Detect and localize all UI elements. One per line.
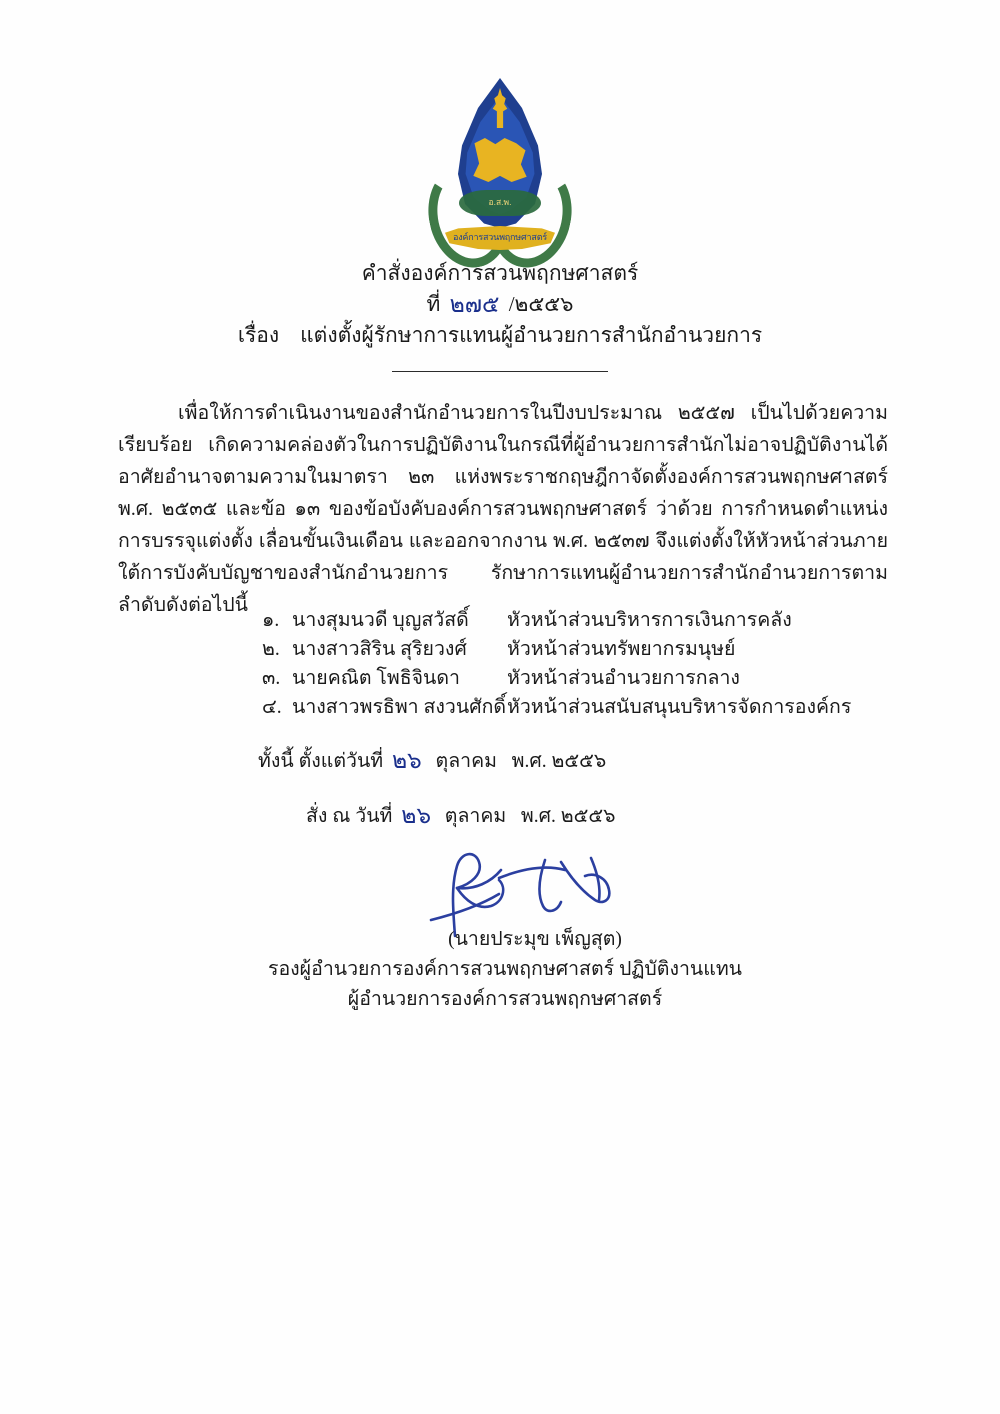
issued-date-line xyxy=(306,797,616,833)
list-item-number: ๓. xyxy=(262,668,281,689)
issued-date-month: ตุลาคม xyxy=(444,806,507,827)
subject-line xyxy=(0,320,1000,351)
document-title: คำสั่งองค์การสวนพฤกษศาสตร์ xyxy=(361,261,639,285)
signer-title-line-1: รองผู้อำนวยการองค์การสวนพฤกษศาสตร์ ปฏิบัติงานแทน xyxy=(267,959,743,980)
order-number-suffix: /๒๕๕๖ xyxy=(508,292,574,316)
list-item-number: ๑. xyxy=(262,610,280,631)
signer-name: (นายประมุข เพ็ญสุต) xyxy=(448,929,622,950)
organization-emblem-icon xyxy=(415,78,585,258)
issued-date-day: ๒๖ xyxy=(401,803,432,829)
list-item-role: หัวหน้าส่วนทรัพยากรมนุษย์ xyxy=(507,639,736,660)
list-item xyxy=(262,635,922,664)
list-item-name: นางสาวพรธิพา สงวนศักดิ์ xyxy=(292,697,507,718)
effective-date-year: พ.ศ. ๒๕๕๖ xyxy=(511,751,607,772)
effective-date-line xyxy=(258,742,606,778)
emblem-container xyxy=(0,78,1000,258)
list-item-number: ๔. xyxy=(262,697,282,718)
issued-date-year: พ.ศ. ๒๕๕๖ xyxy=(520,806,616,827)
effective-date-month: ตุลาคม xyxy=(435,751,497,772)
order-number-prefix: ที่ xyxy=(426,292,441,316)
subject-label: เรื่อง xyxy=(237,323,280,347)
body-paragraph: เพื่อให้การดำเนินงานของสำนักอำนวยการในปีงบประมาณ ๒๕๕๗ เป็นไปด้วยความเรียบร้อย เกิดความคล่องตัวในการปฏิบัติงานในกรณีที่ผู้อำนวยการสำนักไม่อาจปฏิบัติงานได้ อาศัยอำนาจตามความในมาตรา ๒๓ แห่งพระราชกฤษฎีกาจัดตั้งองค์การสวนพฤกษศาสตร์ พ.ศ. ๒๕๓๕ และข้อ ๑๓ ของข้อบังคับองค์การสวนพฤกษศาสตร์ ว่าด้วย การกำหนดตำแหน่ง การบรรจุแต่งตั้ง เลื่อนขั้นเงินเดือน และออกจากงาน พ.ศ. ๒๕๓๗ จึงแต่งตั้งให้หัวหน้าส่วนภายใต้การบังคับบัญชาของสำนักอำนวยการ รักษาการแทนผู้อำนวยการสำนักอำนวยการตามลำดับดังต่อไปนี้ xyxy=(118,403,888,616)
header-divider xyxy=(392,371,608,372)
list-item xyxy=(262,693,922,722)
list-item-role: หัวหน้าส่วนบริหารการเงินการคลัง xyxy=(507,610,792,631)
emblem-ribbon-text: องค์การสวนพฤกษศาสตร์ xyxy=(453,232,547,242)
appointee-list xyxy=(262,606,922,722)
body-text xyxy=(118,398,888,622)
list-item-name: นางสุมนวดี บุญสวัสดิ์ xyxy=(292,610,469,631)
emblem-band-text: อ.ส.พ. xyxy=(488,197,512,207)
list-item-name: นายคณิต โพธิจินดา xyxy=(292,668,460,689)
issued-date-prefix: สั่ง ณ วันที่ xyxy=(306,806,393,827)
document-heading xyxy=(0,258,1000,351)
order-number-line xyxy=(0,289,1000,320)
signature-block xyxy=(0,925,1000,1015)
list-item-role: หัวหน้าส่วนอำนวยการกลาง xyxy=(507,668,740,689)
signer-title-line-2: ผู้อำนวยการองค์การสวนพฤกษศาสตร์ xyxy=(347,989,663,1010)
effective-date-prefix: ทั้งนี้ ตั้งแต่วันที่ xyxy=(258,751,384,772)
effective-date-day: ๒๖ xyxy=(392,748,422,774)
list-item xyxy=(262,606,922,635)
list-item-name: นางสาวสิริน สุริยวงศ์ xyxy=(292,639,467,660)
list-item-role: หัวหน้าส่วนสนับสนุนบริหารจัดการองค์กร xyxy=(507,697,852,718)
list-item-number: ๒. xyxy=(262,639,280,660)
subject-text: แต่งตั้งผู้รักษาการแทนผู้อำนวยการสำนักอำนวยการ xyxy=(300,323,763,347)
list-item xyxy=(262,664,922,693)
order-number-handwritten: ๒๗๕ xyxy=(449,292,500,318)
